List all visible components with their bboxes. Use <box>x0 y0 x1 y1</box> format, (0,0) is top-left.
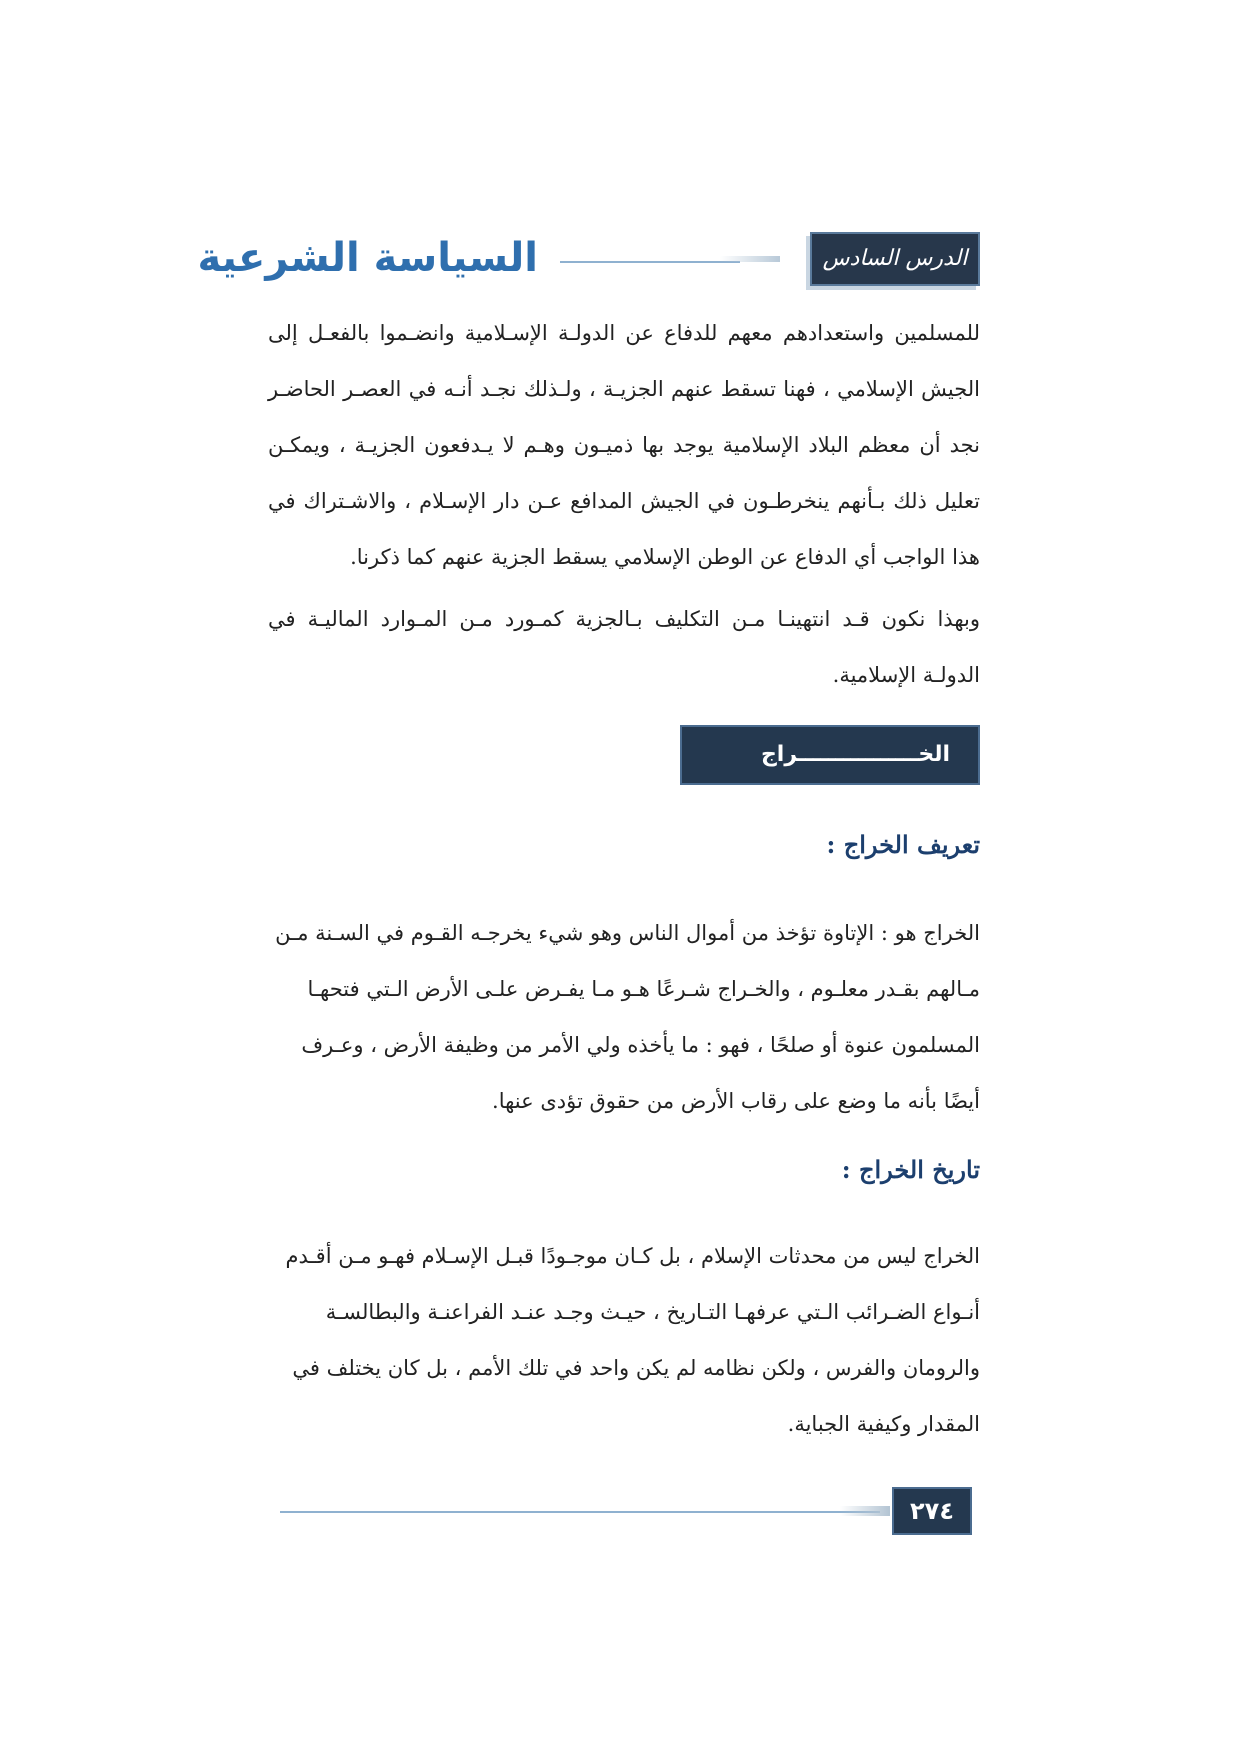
paragraph: وبهذا نكون قـد انتهينـا مـن التكليف بـالجزية كمـورد مـن المـوارد الماليـة في الدولـة الإسلامية. <box>268 607 980 687</box>
paragraph: للمسلمين واستعدادهم معهم للدفاع عن الدولـة الإسـلامية وانضـموا بالفعـل إلى الجيش الإسلامي ، فهنا تسقط عنهم الجزيـة ، ولـذلك نجـد أنـه في العصـر الحاضـر نجد أن معظم البلاد الإسلامية يوجد بها ذميـون وهـم لا يـدفعون الجزيـة ، ويمكـن تعليل ذلك بـأنهم ينخرطـون في الجيش المدافع عـن دار الإسـلام ، والاشـتراك في هذا الواجب أي الدفاع عن الوطن الإسلامي يسقط الجزية عنهم كما ذكرنا. <box>268 321 980 569</box>
lesson-label-box: الدرس السادس <box>810 232 980 286</box>
section-title-box: الخــــــــــــــــراج <box>680 725 980 785</box>
header-divider <box>560 261 740 263</box>
definition-heading: تعريف الخراج : <box>826 830 980 859</box>
book-title: السياسة الشرعية <box>197 235 538 281</box>
header-divider-shadow <box>720 256 780 262</box>
definition-text-block <box>268 905 980 1129</box>
intro-text <box>268 305 980 703</box>
page-number: ٢٧٤ <box>892 1487 972 1535</box>
footer-divider <box>280 1511 880 1513</box>
definition-paragraph: الخراج هو : الإتاوة تؤخذ من أموال الناس وهو شيء يخرجـه القـوم في السـنة مـن مـالهم بقـدر معلـوم ، والخـراج شـرعًا هـو مـا يفـرض علـى الأرض الـتي فتحهـا المسلمون عنوة أو صلحًا ، فهو : ما يأخذه ولي الأمر من وظيفة الأرض ، وعـرف أيضًا بأنه ما وضع على رقاب الأرض من حقوق تؤدى عنها. <box>275 921 980 1113</box>
history-heading: تاريخ الخراج : <box>841 1155 980 1184</box>
history-paragraph: الخراج ليس من محدثات الإسلام ، بل كـان موجـودًا قبـل الإسـلام فهـو مـن أقـدم أنـواع الضـرائب الـتي عرفهـا التـاريخ ، حيـث وجـد عنـد الفراعنـة والبطالسـة والرومان والفرس ، ولكن نظامه لم يكن واحد في تلك الأمم ، بل كان يختلف في المقدار وكيفية الجباية. <box>285 1244 980 1436</box>
footer-divider-shadow <box>840 1506 890 1516</box>
history-text-block <box>268 1228 980 1452</box>
page-header <box>197 220 980 296</box>
